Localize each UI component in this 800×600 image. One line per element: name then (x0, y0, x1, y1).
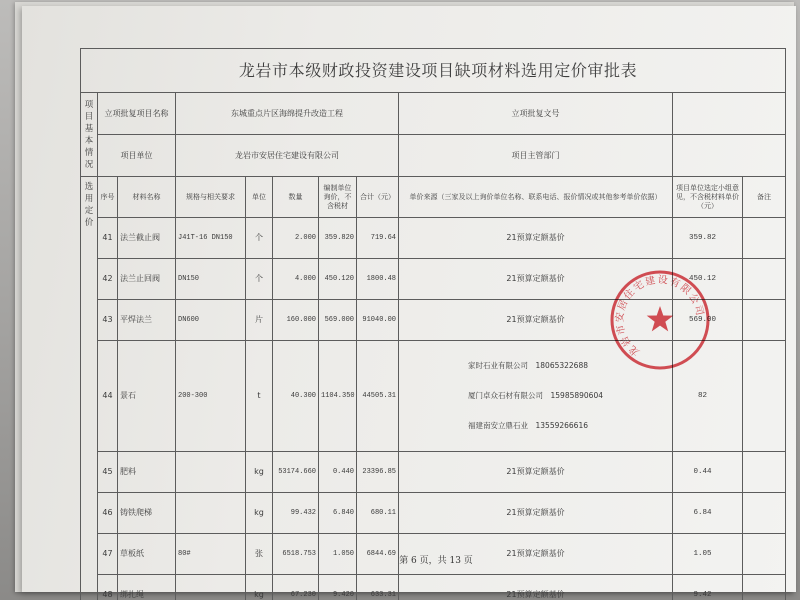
price-source (399, 218, 673, 259)
department-label: 项目主管部门 (399, 135, 673, 177)
material-spec (176, 575, 246, 600)
material-spec: DN150 (176, 259, 246, 300)
material-unit: kg (246, 575, 273, 600)
col-header-unit-price: 编制单位询价，不含税材 (319, 177, 357, 218)
page-number: 第 6 页，共 13 页 (399, 556, 473, 566)
material-spec: 80# (176, 534, 246, 575)
material-name: 法兰止回阀 (118, 259, 176, 300)
material-unit: kg (246, 493, 273, 534)
total-amount: 44505.31 (357, 341, 399, 452)
section-label-pricing: 选用定价 (81, 177, 98, 600)
selected-price: 9.42 (673, 575, 743, 600)
material-spec: DN600 (176, 300, 246, 341)
total-amount: 23396.85 (357, 452, 399, 493)
selected-price: 450.12 (673, 259, 743, 300)
price-source (399, 575, 673, 600)
selected-price: 569.00 (673, 300, 743, 341)
supplier-quote-line: 厦门卓众石材有限公司 15985890604 (468, 391, 603, 400)
table-row (81, 218, 786, 259)
col-header-name: 材料名称 (118, 177, 176, 218)
quantity: 2.000 (273, 218, 319, 259)
basic-info-row-1 (81, 93, 786, 135)
price-source-line: 21预算定额基价 (506, 274, 565, 283)
unit-price: 6.840 (319, 493, 357, 534)
material-unit: 个 (246, 259, 273, 300)
col-header-qty: 数量 (273, 177, 319, 218)
col-header-selected-price: 项目单位选定小组意见，不含税材料单价（元） (673, 177, 743, 218)
quantity: 160.000 (273, 300, 319, 341)
note-cell (743, 575, 786, 600)
unit-price: 9.420 (319, 575, 357, 600)
row-number: 42 (98, 259, 118, 300)
total-amount: 6844.69 (357, 534, 399, 575)
col-header-unit: 单位 (246, 177, 273, 218)
col-header-note: 备注 (743, 177, 786, 218)
selected-price: 6.84 (673, 493, 743, 534)
supplier-quote-list (468, 341, 603, 451)
price-source-line: 21预算定额基价 (506, 467, 565, 476)
selected-price: 82 (673, 341, 743, 452)
price-source (399, 493, 673, 534)
selected-price: 359.82 (673, 218, 743, 259)
total-amount: 91040.00 (357, 300, 399, 341)
material-spec (176, 493, 246, 534)
note-cell (743, 259, 786, 300)
row-number: 44 (98, 341, 118, 452)
material-name: 草板纸 (118, 534, 176, 575)
unit-price: 450.120 (319, 259, 357, 300)
supplier-quote-line: 家时石业有限公司 18065322688 (468, 361, 588, 370)
unit-price: 569.000 (319, 300, 357, 341)
material-name: 平焊法兰 (118, 300, 176, 341)
material-spec (176, 452, 246, 493)
price-source (399, 452, 673, 493)
col-header-no: 序号 (98, 177, 118, 218)
company-seal (608, 268, 712, 372)
material-unit: 片 (246, 300, 273, 341)
price-source-line: 21预算定额基价 (506, 549, 565, 558)
unit-price: 0.440 (319, 452, 357, 493)
material-name: 肥料 (118, 452, 176, 493)
total-amount: 719.64 (357, 218, 399, 259)
row-number: 46 (98, 493, 118, 534)
unit-price: 359.820 (319, 218, 357, 259)
unit-price: 1104.350 (319, 341, 357, 452)
quantity: 4.000 (273, 259, 319, 300)
approval-no-label: 立项批复文号 (399, 93, 673, 135)
total-amount: 680.11 (357, 493, 399, 534)
quantity: 40.300 (273, 341, 319, 452)
col-header-source: 单价来源（三家及以上询价单位名称、联系电话、报价情况或其他参考单价依据） (399, 177, 673, 218)
selected-price: 1.05 (673, 534, 743, 575)
material-spec: 200-300 (176, 341, 246, 452)
column-header-row (81, 177, 786, 218)
material-unit: 个 (246, 218, 273, 259)
quantity: 6518.753 (273, 534, 319, 575)
total-amount: 633.31 (357, 575, 399, 600)
material-name: 绑扎绳 (118, 575, 176, 600)
price-source-line: 21预算定额基价 (506, 315, 565, 324)
row-number: 48 (98, 575, 118, 600)
form-title: 龙岩市本级财政投资建设项目缺项材料选用定价审批表 (81, 49, 786, 93)
material-unit: 张 (246, 534, 273, 575)
material-unit: kg (246, 452, 273, 493)
project-name-label: 立项批复项目名称 (98, 93, 176, 135)
material-name: 景石 (118, 341, 176, 452)
section-label-basic: 项目基本情况 (81, 93, 98, 177)
material-unit: t (246, 341, 273, 452)
project-unit-label: 项目单位 (98, 135, 176, 177)
price-source-line: 21预算定额基价 (506, 590, 565, 599)
star-icon (647, 306, 674, 331)
table-row (81, 452, 786, 493)
note-cell (743, 300, 786, 341)
row-number: 43 (98, 300, 118, 341)
row-number: 41 (98, 218, 118, 259)
department (673, 135, 786, 177)
project-name: 东城重点片区海绵提升改造工程 (176, 93, 399, 135)
quantity: 53174.660 (273, 452, 319, 493)
quantity: 99.432 (273, 493, 319, 534)
row-number: 45 (98, 452, 118, 493)
title-row (81, 49, 786, 93)
material-spec: J41T-16 DN150 (176, 218, 246, 259)
quantity: 67.230 (273, 575, 319, 600)
total-amount: 1800.48 (357, 259, 399, 300)
table-row (81, 493, 786, 534)
material-name: 铸铁爬梯 (118, 493, 176, 534)
price-source-line: 21预算定额基价 (506, 508, 565, 517)
note-cell (743, 218, 786, 259)
table-row (81, 575, 786, 600)
supplier-quote-line: 福建南安立鼎石业 13559266616 (468, 421, 588, 430)
col-header-total: 合计（元） (357, 177, 399, 218)
selected-price: 0.44 (673, 452, 743, 493)
approval-no (673, 93, 786, 135)
note-cell (743, 341, 786, 452)
note-cell (743, 493, 786, 534)
seal-text: 龙岩市安居住宅建设有限公司 (614, 274, 706, 358)
note-cell (743, 452, 786, 493)
unit-price: 1.050 (319, 534, 357, 575)
basic-info-row-2 (81, 135, 786, 177)
project-unit: 龙岩市安居住宅建设有限公司 (176, 135, 399, 177)
material-name: 法兰截止阀 (118, 218, 176, 259)
col-header-spec: 规格与相关要求 (176, 177, 246, 218)
row-number: 47 (98, 534, 118, 575)
price-source-line: 21预算定额基价 (506, 233, 565, 242)
